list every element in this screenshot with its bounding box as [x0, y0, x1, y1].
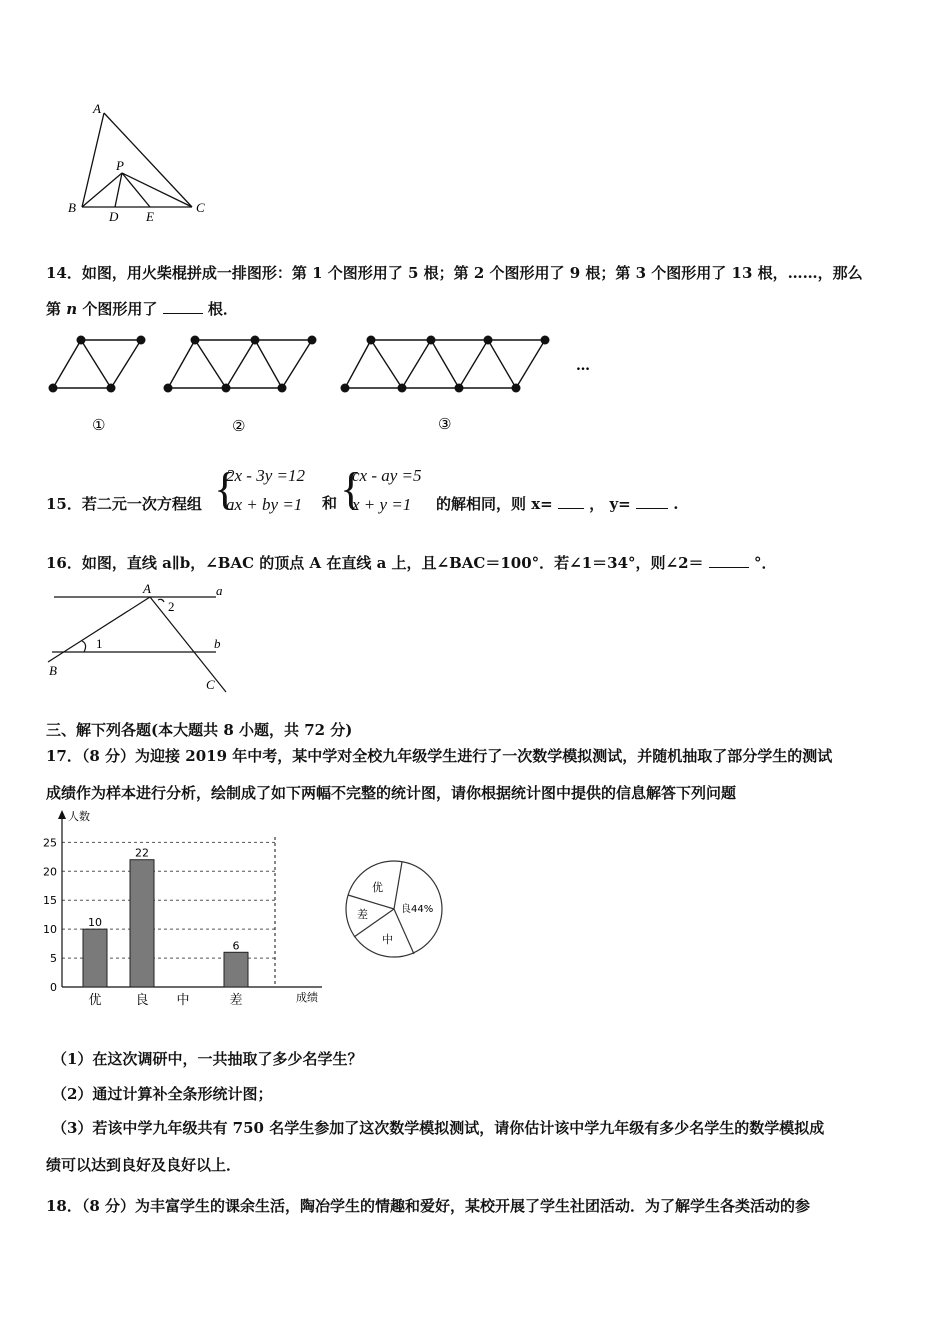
y-tick-label: 15	[43, 894, 57, 908]
q16-line	[46, 552, 777, 573]
q15-brace-1: {	[214, 463, 237, 514]
q14-line2	[46, 298, 238, 319]
x-category-label: 中	[176, 993, 190, 1008]
q17-line2: 成绩作为样本进行分析，绘制成了如下两幅不完整的统计图，请你根据统计图中提供的信息解答下列问题	[46, 784, 737, 802]
q15-end: .	[673, 495, 679, 513]
q14-line2-pre: 第	[46, 300, 62, 318]
label-A2: A	[143, 581, 151, 596]
label-P: P	[116, 158, 124, 173]
y-tick-label: 5	[50, 952, 57, 966]
q15-brace-2: {	[340, 463, 363, 514]
fig-label-2: ②	[232, 417, 246, 435]
y-tick-label: 10	[43, 923, 57, 937]
label-a: a	[216, 583, 223, 598]
q15-pre: 15．若二元一次方程组	[46, 495, 202, 513]
x-axis-label: 成绩	[296, 991, 318, 1004]
label-B2: B	[49, 663, 57, 678]
parallel-lines-figure	[44, 578, 244, 698]
bar-3	[224, 952, 248, 987]
bar-value-label: 10	[88, 916, 102, 930]
pie-label-cha: 差	[357, 908, 368, 921]
y-axis-label: 人数	[68, 810, 90, 823]
y-tick-label: 25	[43, 836, 57, 850]
q14-n: n	[66, 300, 78, 318]
x-category-label: 差	[229, 993, 243, 1008]
q14-line2-mid: 个图形用了	[82, 300, 158, 318]
x-category-label: 良	[135, 993, 149, 1008]
label-b: b	[214, 636, 221, 651]
label-C2: C	[206, 677, 215, 692]
q16-answer-blank[interactable]	[709, 567, 749, 568]
q14-answer-blank[interactable]	[163, 313, 203, 314]
label-B: B	[68, 200, 76, 215]
fig-label-3: ③	[438, 415, 452, 433]
q16-deg: °．	[754, 554, 777, 572]
pie-chart	[340, 855, 450, 965]
q14-line1: 14．如图，用火柴棍拼成一排图形：第 1 个图形用了 5 根；第 2 个图形用了 9 根；第 3 个图形用了 13 根，……，那么	[46, 264, 863, 282]
pie-label-zhong: 中	[382, 933, 393, 946]
q15-x-blank[interactable]	[558, 508, 584, 509]
x-category-label: 优	[88, 993, 102, 1008]
q15-sys2-eq1: cx - ay =5	[352, 466, 422, 485]
q16-text: 16．如图，直线 a∥b，∠BAC 的顶点 A 在直线 a 上，且∠BAC＝100°．若∠1＝34°，则∠2＝	[46, 554, 704, 572]
q17-sub3a: （3）若该中学九年级共有 750 名学生参加了这次数学模拟测试，请你估计该中学九年级有多少名学生的数学模拟成	[52, 1119, 825, 1137]
bar-0	[83, 929, 107, 987]
y-tick-label: 20	[43, 865, 57, 879]
q15-sys2-eq2: x + y =1	[352, 495, 412, 514]
triangle-figure	[60, 95, 220, 225]
pie-label-you: 优	[372, 881, 383, 894]
pie-label-liang: 良44%	[401, 904, 434, 915]
q15-sys1-eq2: ax + by =1	[226, 495, 303, 514]
q15-and: 和	[322, 494, 338, 512]
y-tick-label: 0	[50, 981, 57, 994]
label-D: D	[109, 209, 119, 224]
label-angle1: 1	[96, 636, 103, 651]
q15-sys1-eq1: 2x - 3y =12	[226, 466, 305, 485]
fig-label-1: ①	[92, 416, 106, 434]
section-3-heading: 三、解下列各题(本大题共 8 小题，共 72 分)	[46, 721, 353, 739]
q17-line1: 17．（8 分）为迎接 2019 年中考，某中学对全校九年级学生进行了一次数学模拟测试，并随机抽取了部分学生的测试	[46, 747, 833, 765]
q15-y-label: y=	[609, 495, 631, 513]
bar-value-label: 6	[232, 939, 240, 953]
matchstick-figures	[40, 330, 600, 440]
q17-sub2: （2）通过计算补全条形统计图；	[52, 1085, 273, 1103]
q17-sub1: （1）在这次调研中，一共抽取了多少名学生？	[52, 1050, 363, 1068]
q14-line2-post: 根．	[207, 300, 238, 318]
label-angle2: 2	[168, 599, 175, 614]
label-E: E	[146, 209, 154, 224]
bar-value-label: 22	[135, 846, 149, 860]
bar-1	[130, 860, 154, 987]
q17-sub3b: 绩可以达到良好及良好以上．	[46, 1156, 242, 1174]
q15-mid: 的解相同，则 x=	[436, 495, 553, 513]
bar-chart	[30, 805, 330, 1010]
q15-y-blank[interactable]	[636, 508, 668, 509]
label-A: A	[93, 101, 101, 116]
q15-answer-line	[436, 493, 678, 514]
label-C: C	[196, 200, 205, 215]
q18-line1: 18．（8 分）为丰富学生的课余生活，陶冶学生的情趣和爱好，某校开展了学生社团活动．为了解学生各类活动的参	[46, 1197, 811, 1215]
q15-comma: ，	[589, 495, 605, 513]
ellipsis: …	[576, 358, 590, 374]
